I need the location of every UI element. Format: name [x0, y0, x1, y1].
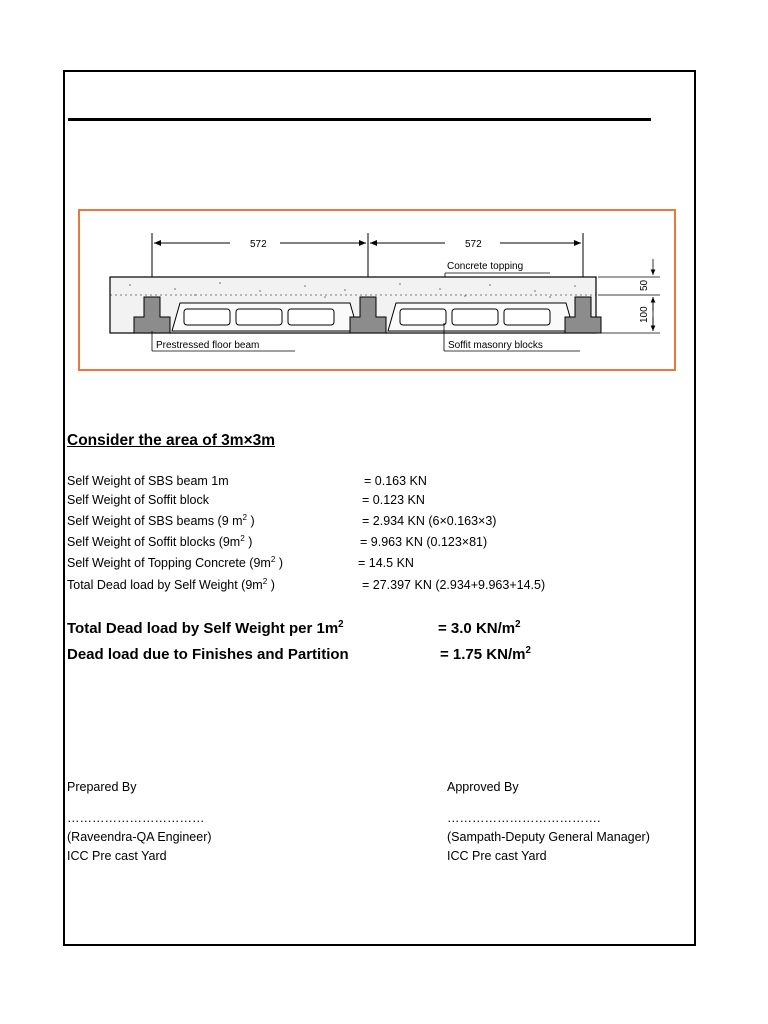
dim-right-label: 572: [465, 239, 482, 250]
approved-signature-line: ……………………………….: [447, 811, 601, 825]
title-rule: [68, 118, 651, 121]
weight-row-label-end: ): [244, 535, 253, 549]
summary-label: [67, 620, 344, 637]
dim-50-label: 50: [639, 279, 650, 291]
label-soffit-blocks: Soffit masonry blocks: [448, 340, 543, 351]
summary-value-sup: 2: [515, 619, 521, 630]
weight-row-label: [67, 493, 209, 507]
floor-section-drawing: [80, 211, 678, 373]
section-heading: Consider the area of 3m×3m: [67, 432, 276, 449]
prepared-title: Prepared By: [67, 780, 137, 794]
summary-value-text: = 1.75 KN/m: [440, 646, 526, 663]
approved-block: [447, 778, 650, 866]
label-prestressed-beam: Prestressed floor beam: [156, 340, 260, 351]
weight-row-label-sup: 2: [242, 512, 248, 522]
prepared-name: (Raveendra-QA Engineer): [67, 830, 212, 844]
weight-row-label-sup: 2: [270, 554, 276, 564]
weight-row-label-end: ): [267, 578, 275, 592]
weight-row-label-end: ): [247, 514, 255, 528]
weight-row-label-text: Total Dead load by Self Weight (9m: [67, 578, 263, 592]
approved-name: (Sampath-Deputy General Manager): [447, 830, 650, 844]
weight-row-label-text: Self Weight of Soffit block: [67, 493, 209, 507]
weight-row-label: [67, 578, 275, 592]
weight-row-label: [67, 535, 252, 549]
weight-row-label: [67, 474, 229, 488]
weight-row-value: = 14.5 KN: [358, 556, 414, 570]
prepared-signature-line: ……………………………: [67, 811, 205, 825]
weight-row-label: [67, 556, 283, 570]
weight-row-value: = 0.123 KN: [362, 493, 425, 507]
label-concrete-topping: Concrete topping: [447, 261, 524, 272]
approved-org: ICC Pre cast Yard: [447, 849, 547, 863]
weight-row-value: = 27.397 KN (2.934+9.963+14.5): [362, 578, 546, 592]
summary-label-text: Dead load due to Finishes and Partition: [67, 646, 349, 663]
prepared-org: ICC Pre cast Yard: [67, 849, 167, 863]
dim-100-label: 100: [639, 306, 650, 323]
weight-row-label-text: Self Weight of Soffit blocks (9m: [67, 535, 241, 549]
weight-row-label-text: Self Weight of SBS beam 1m: [67, 474, 229, 488]
floor-section-figure: [78, 209, 676, 371]
weight-row-value: = 9.963 KN (0.123×81): [360, 535, 488, 549]
weight-row-label-end: ): [275, 556, 283, 570]
weight-row-label: [67, 514, 255, 528]
summary-value-sup: 2: [525, 645, 531, 656]
dim-left-label: 572: [250, 239, 267, 250]
vertical-dimensions: [598, 259, 660, 333]
summary-value: [440, 646, 531, 663]
summary-label-sup: 2: [338, 619, 344, 630]
summary-label: [67, 646, 349, 663]
weight-row-label-text: Self Weight of Topping Concrete (9m: [67, 556, 271, 570]
summary-value-text: = 3.0 KN/m: [438, 620, 516, 637]
summary-value: [438, 620, 521, 637]
weight-row-value: = 0.163 KN: [364, 474, 427, 488]
approved-title: Approved By: [447, 780, 519, 794]
prepared-block: [67, 778, 212, 866]
weight-row-label-sup: 2: [240, 533, 245, 543]
weight-row-label-sup: 2: [262, 576, 268, 586]
weight-row-label-text: Self Weight of SBS beams (9 m: [67, 514, 243, 528]
summary-label-text: Total Dead load by Self Weight per 1m: [67, 620, 339, 637]
weight-row-value: = 2.934 KN (6×0.163×3): [362, 514, 497, 528]
